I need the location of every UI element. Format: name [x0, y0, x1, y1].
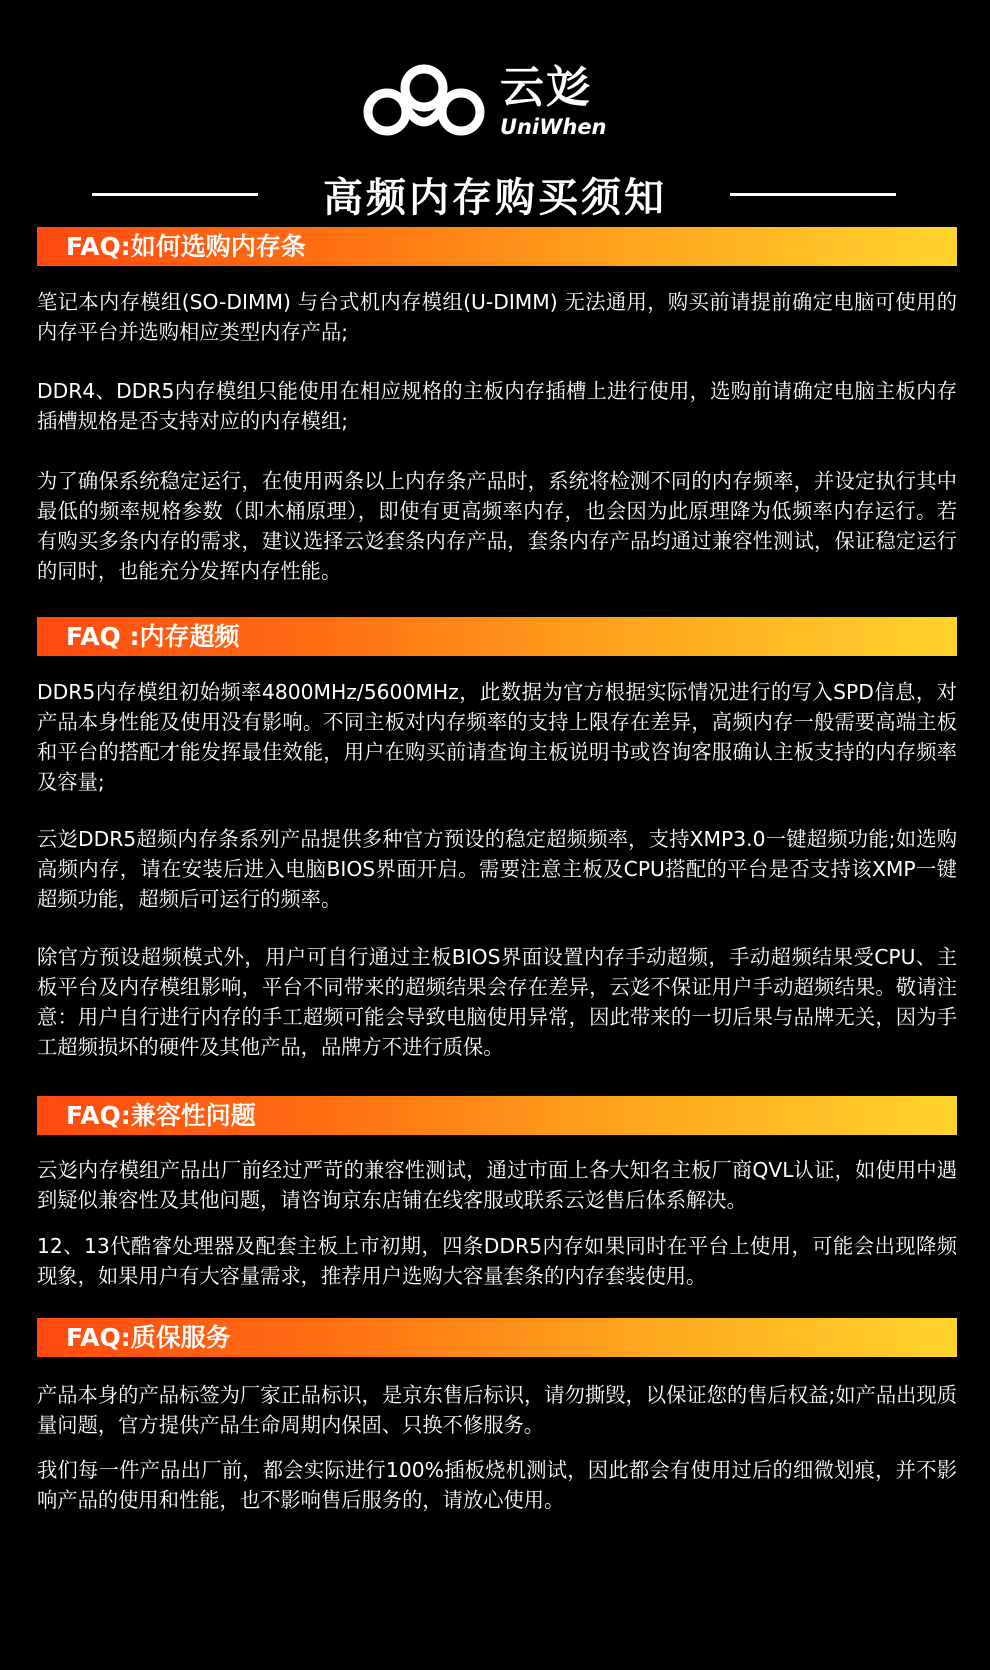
section-paragraph: 云彣内存模组产品出厂前经过严苛的兼容性测试，通过市面上各大知名主板厂商QVL认证，如使用中遇到疑似兼容性及其他问题，请咨询京东店铺在线客服或联系云彣售后体系解决。 [37, 1158, 957, 1212]
section-paragraph: 云彣DDR5超频内存条系列产品提供多种官方预设的稳定超频频率，支持XMP3.0一键超频功能;如选购高频内存，请在安装后进入电脑BIOS界面开启。需要注意主板及CPU搭配的平台是否支持该XMP一键超频功能，超频后可运行的频率。 [37, 827, 957, 911]
section-header-warranty [37, 1318, 957, 1357]
title-divider-right [730, 193, 896, 196]
title-divider-left [92, 193, 258, 196]
section-paragraph: 除官方预设超频模式外，用户可自行通过主板BIOS界面设置内存手动超频，手动超频结果受CPU、主板平台及内存模组影响，平台不同带来的超频结果会存在差异，云彣不保证用户手动超频结果。敬请注意：用户自行进行内存的手工超频可能会导致电脑使用异常，因此带来的一切后果与品牌无关，因为手工超频损坏的硬件及其他产品，品牌方不进行质保。 [37, 945, 957, 1059]
section-header-overclocking [37, 617, 957, 656]
section-paragraph: 12、13代酷睿处理器及配套主板上市初期，四条DDR5内存如果同时在平台上使用，可能会出现降频现象，如果用户有大容量需求，推荐用户选购大容量套条的内存套装使用。 [37, 1234, 957, 1288]
section-paragraph: DDR4、DDR5内存模组只能使用在相应规格的主板内存插槽上进行使用，选购前请确定电脑主板内存插槽规格是否支持对应的内存模组; [37, 379, 957, 433]
infinity-logo-icon [360, 62, 488, 146]
section-paragraph: 笔记本内存模组(SO-DIMM) 与台式机内存模组(U-DIMM) 无法通用，购买前请提前确定电脑可使用的内存平台并选购相应类型内存产品; [37, 290, 957, 344]
title-row [0, 160, 990, 230]
brand-name-en: UniWhen [500, 115, 607, 139]
section-paragraph: 我们每一件产品出厂前，都会实际进行100%插板烧机测试，因此都会有使用过后的细微划痕，并不影响产品的使用和性能，也不影响售后服务的，请放心使用。 [37, 1458, 957, 1512]
section-header-choose-memory [37, 227, 957, 266]
section-title: FAQ:如何选购内存条 [66, 232, 306, 261]
brand-logo [360, 62, 640, 146]
section-title: FAQ:质保服务 [66, 1323, 231, 1352]
section-title: FAQ:兼容性问题 [66, 1101, 256, 1130]
brand-name-cn: 云彣 [500, 62, 592, 113]
section-paragraph: DDR5内存模组初始频率4800MHz/5600MHz，此数据为官方根据实际情况进行的写入SPD信息，对产品本身性能及使用没有影响。不同主板对内存频率的支持上限存在差异，高频内存一般需要高端主板和平台的搭配才能发挥最佳效能，用户在购买前请查询主板说明书或咨询客服确认主板支持的内存频率及容量; [37, 680, 957, 794]
section-paragraph: 产品本身的产品标签为厂家正品标识，是京东售后标识，请勿撕毁，以保证您的售后权益;如产品出现质量问题，官方提供产品生命周期内保固、只换不修服务。 [37, 1383, 957, 1437]
section-title: FAQ :内存超频 [66, 622, 240, 651]
section-header-compatibility [37, 1096, 957, 1135]
section-paragraph: 为了确保系统稳定运行，在使用两条以上内存条产品时，系统将检测不同的内存频率，并设定执行其中最低的频率规格参数（即木桶原理），即使有更高频率内存，也会因为此原理降为低频率内存运行。若有购买多条内存的需求，建议选择云彣套条内存产品，套条内存产品均通过兼容性测试，保证稳定运行的同时，也能充分发挥内存性能。 [37, 469, 957, 583]
page-title: 高频内存购买须知 [323, 175, 667, 221]
